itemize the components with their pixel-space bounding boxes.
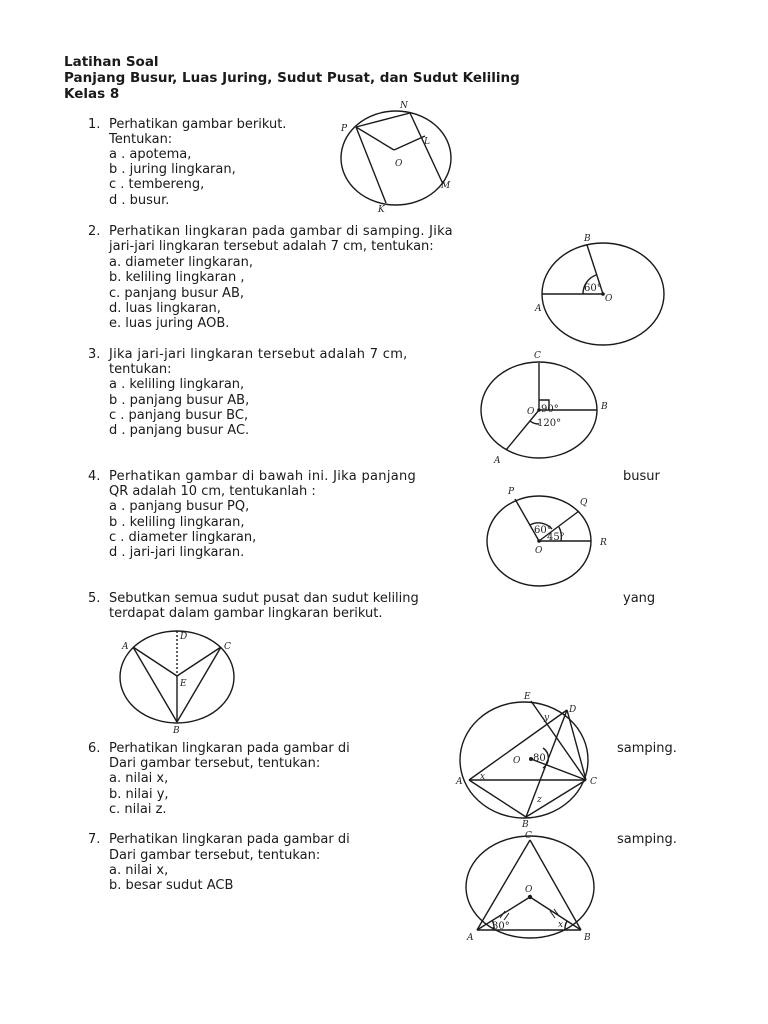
question-number: 6. <box>88 741 101 756</box>
question-text: Dari gambar tersebut, tentukan: <box>109 756 321 771</box>
option: c. nilai z. <box>109 802 167 817</box>
option: b. besar sudut ACB <box>109 878 234 893</box>
worksheet-subtitle: Panjang Busur, Luas Juring, Sudut Pusat, dan Sudut Keliling <box>64 70 520 86</box>
option: a. nilai x, <box>109 771 169 786</box>
figure-1-label-P: P <box>341 124 348 134</box>
figure-1-label-K: K <box>378 205 385 215</box>
question-text: Perhatikan gambar di bawah ini. Jika panjang <box>109 469 417 484</box>
option: a . panjang busur PQ, <box>109 499 250 514</box>
question-number: 2. <box>88 224 101 239</box>
option: b. keliling lingkaran , <box>109 270 245 285</box>
option: a . keliling lingkaran, <box>109 377 245 392</box>
figure-3-label-C: C <box>534 351 541 361</box>
figure-6-label-C: C <box>590 777 597 787</box>
figure-1-label-N: N <box>400 101 408 111</box>
option: a. nilai x, <box>109 863 169 878</box>
figure-3-angle-90: 90° <box>541 404 559 415</box>
option: c . tembereng, <box>109 177 205 192</box>
figure-6-label-E: E <box>524 692 531 702</box>
figure-2-angle: 60° <box>584 283 602 294</box>
option: d. luas lingkaran, <box>109 301 221 316</box>
option: b. nilai y, <box>109 787 169 802</box>
figure-7-label-B: B <box>584 933 591 943</box>
figure-4-label-P: P <box>508 487 515 497</box>
figure-7-label-C: C <box>525 831 532 841</box>
question-number: 7. <box>88 832 101 847</box>
question-number: 3. <box>88 347 101 362</box>
figure-3-label-A: A <box>494 456 501 466</box>
figure-6-label-x: x <box>480 772 486 782</box>
question-text-trailing: samping. <box>617 741 677 756</box>
question-text-trailing: yang <box>623 591 656 606</box>
figure-1 <box>341 111 451 205</box>
figure-4-angle-60: 60° <box>534 525 552 536</box>
option: c . diameter lingkaran, <box>109 530 257 545</box>
question-text: Dari gambar tersebut, tentukan: <box>109 848 321 863</box>
question-text-trailing: busur <box>623 469 660 484</box>
figure-1-label-O: O <box>395 159 403 169</box>
figure-4-label-R: R <box>600 538 607 548</box>
question-text: Tentukan: <box>109 132 173 147</box>
option: b . juring lingkaran, <box>109 162 236 177</box>
option: d . busur. <box>109 193 170 208</box>
question-text: tentukan: <box>109 362 172 377</box>
figure-7-label-x: x <box>558 920 564 930</box>
figure-6-label-y: y <box>544 713 550 723</box>
figure-5 <box>120 631 234 723</box>
figure-7-label-A: A <box>467 933 474 943</box>
option: b . panjang busur AB, <box>109 393 250 408</box>
figure-5-label-A: A <box>122 642 129 652</box>
figure-1-label-M: M <box>441 181 451 191</box>
question-number: 5. <box>88 591 101 606</box>
figure-4-label-Q: Q <box>580 498 588 508</box>
figure-6-label-D: D <box>569 705 577 715</box>
option: a . apotema, <box>109 147 192 162</box>
option: c . panjang busur BC, <box>109 408 249 423</box>
question-text: QR adalah 10 cm, tentukanlah : <box>109 484 316 499</box>
option: b . keliling lingkaran, <box>109 515 245 530</box>
figure-2-label-B: B <box>584 234 591 244</box>
figure-4-angle-45: 45° <box>547 532 565 543</box>
figure-1-label-L: L <box>424 137 430 147</box>
worksheet-grade: Kelas 8 <box>64 86 120 102</box>
figure-6-label-A: A <box>456 777 463 787</box>
figure-6-label-B: B <box>522 820 529 830</box>
question-text: Perhatikan lingkaran pada gambar di <box>109 741 350 756</box>
question-text: terdapat dalam gambar lingkaran berikut. <box>109 606 383 621</box>
figure-3-label-O: O <box>527 407 535 417</box>
option: e. luas juring AOB. <box>109 316 230 331</box>
question-text: Perhatikan lingkaran pada gambar di <box>109 832 350 847</box>
figure-7-angle-30: 30° <box>492 921 510 932</box>
question-text: Sebutkan semua sudut pusat dan sudut keliling <box>109 591 419 606</box>
question-number: 4. <box>88 469 101 484</box>
figure-6-label-z: z <box>537 795 542 805</box>
option: d . jari-jari lingkaran. <box>109 545 245 560</box>
option: d . panjang busur AC. <box>109 423 250 438</box>
question-text: Jika jari-jari lingkaran tersebut adalah 7 cm, <box>109 347 408 362</box>
question-text: Perhatikan lingkaran pada gambar di samping. Jika <box>109 224 453 239</box>
figure-6 <box>460 701 588 818</box>
figure-6-angle-80: 80 <box>533 753 546 764</box>
question-text: Perhatikan gambar berikut. <box>109 117 287 132</box>
figure-2-label-O: O <box>605 294 613 304</box>
worksheet-title: Latihan Soal <box>64 54 159 70</box>
figure-3-label-B: B <box>601 402 608 412</box>
figure-3-angle-120: 120° <box>537 418 562 429</box>
question-number: 1. <box>88 117 101 132</box>
figure-6-label-O: O <box>513 756 521 766</box>
question-text: jari-jari lingkaran tersebut adalah 7 cm, tentukan: <box>109 239 434 254</box>
question-text-trailing: samping. <box>617 832 677 847</box>
figure-5-label-D: D <box>180 632 188 642</box>
figure-5-label-B: B <box>173 726 180 736</box>
option: c. panjang busur AB, <box>109 286 244 301</box>
figure-2-label-A: A <box>535 304 542 314</box>
figure-7-label-O: O <box>525 885 533 895</box>
option: a. diameter lingkaran, <box>109 255 253 270</box>
figure-5-label-C: C <box>224 642 231 652</box>
figure-5-label-E: E <box>180 679 187 689</box>
figure-4-label-O: O <box>535 546 543 556</box>
